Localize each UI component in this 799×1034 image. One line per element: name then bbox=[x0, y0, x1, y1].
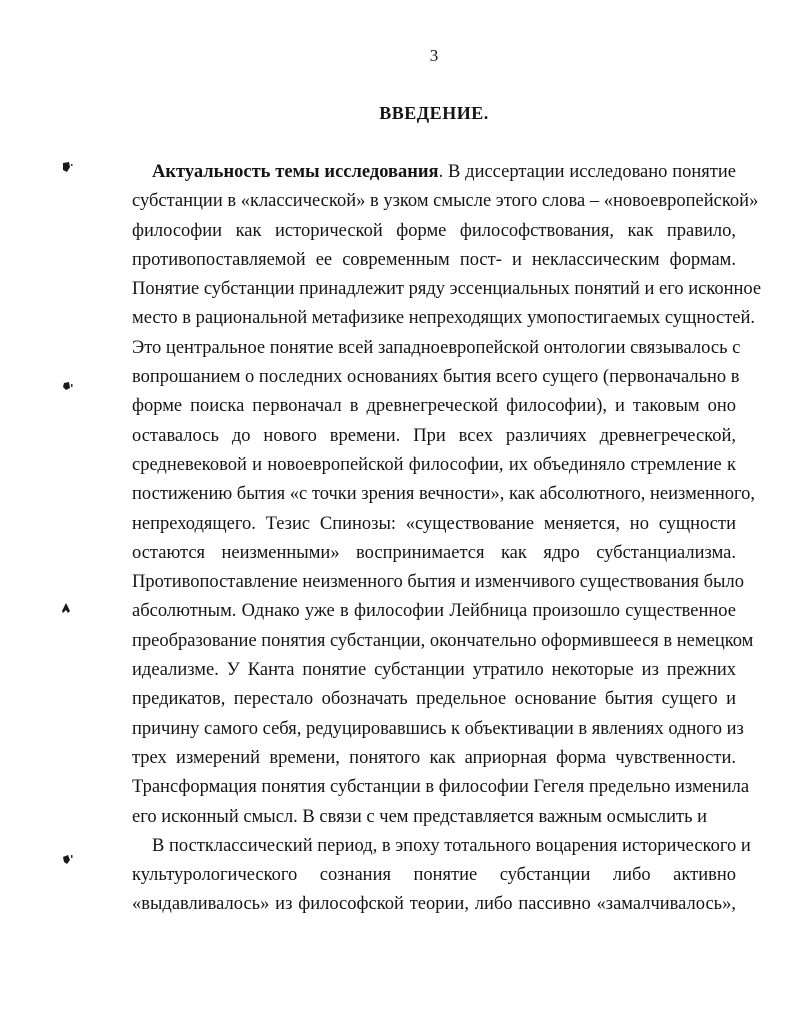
text-line: непреходящего. Тезис Спинозы: «существование меняется, но сущности bbox=[132, 513, 736, 534]
text-line: форме поиска первоначал в древнегреческой философии), и таковым оно bbox=[132, 396, 736, 417]
margin-mark-icon bbox=[60, 852, 74, 866]
text-line: В постклассический период, в эпоху тотального воцарения исторического и bbox=[152, 835, 751, 856]
page-number: 3 bbox=[429, 46, 439, 65]
text-line: место в рациональной метафизике непреходящих умопостигаемых сущностей. bbox=[132, 308, 756, 329]
text-line: противопоставляемой ее современным пост- и неклассическим формам. bbox=[132, 249, 736, 270]
text-line: постижению бытия «с точки зрения вечности», как абсолютного, неизменного, bbox=[132, 484, 756, 505]
body-text bbox=[132, 158, 762, 920]
text-line: «выдавливалось» из философской теории, либо пассивно «замалчивалось», bbox=[132, 894, 736, 915]
text-line: Противопоставление неизменного бытия и изменчивого существования было bbox=[132, 572, 744, 593]
text-line: абсолютным. Однако уже в философии Лейбница произошло существенное bbox=[132, 601, 736, 622]
text-line: Это центральное понятие всей западноевропейской онтологии связывалось с bbox=[132, 337, 741, 358]
text-line: субстанции в «классической» в узком смысле этого слова – «новоевропейской» bbox=[132, 191, 759, 212]
text-line: преобразование понятия субстанции, окончательно оформившееся в немецком bbox=[132, 630, 754, 651]
page-heading: ВВЕДЕНИЕ. bbox=[379, 103, 489, 123]
text-line: Понятие субстанции принадлежит ряду эссенциальных понятий и его исконное bbox=[132, 279, 762, 300]
text-line: философии как исторической форме философствования, как правило, bbox=[132, 220, 736, 241]
text-line: предикатов, перестало обозначать предельное основание бытия сущего и bbox=[132, 689, 736, 710]
margin-mark-icon bbox=[60, 601, 74, 615]
text-line: его исконный смысл. В связи с чем представляется важным осмыслить и bbox=[132, 806, 708, 827]
text-line: вопрошанием о последних основаниях бытия всего сущего (первоначально в bbox=[132, 367, 740, 388]
text-line: остаются неизменными» воспринимается как ядро субстанциализма. bbox=[132, 542, 736, 563]
text-line bbox=[132, 158, 736, 187]
text-line: причину самого себя, редуцировавшись к объективации в явлениях одного из bbox=[132, 718, 744, 739]
paragraph-postclassical bbox=[132, 832, 751, 920]
text-line: культурологического сознания понятие субстанции либо активно bbox=[132, 865, 736, 886]
text-line: средневековой и новоевропейской философии, их объединяло стремление к bbox=[132, 454, 736, 475]
section-lead: Актуальность темы исследования bbox=[152, 162, 439, 182]
paragraph-actuality bbox=[132, 158, 762, 832]
margin-mark-icon bbox=[60, 160, 74, 174]
text-line: оставалось до нового времени. При всех различиях древнегреческой, bbox=[132, 425, 736, 446]
text-line: трех измерений времени, понятого как априорная форма чувственности. bbox=[132, 747, 736, 768]
text-line: Трансформация понятия субстанции в философии Гегеля предельно изменила bbox=[132, 777, 750, 798]
margin-mark-icon bbox=[60, 379, 74, 393]
text-line: идеализме. У Канта понятие субстанции утратило некоторые из прежних bbox=[132, 660, 736, 681]
lead-tail: . В диссертации исследовано понятие bbox=[438, 162, 736, 182]
